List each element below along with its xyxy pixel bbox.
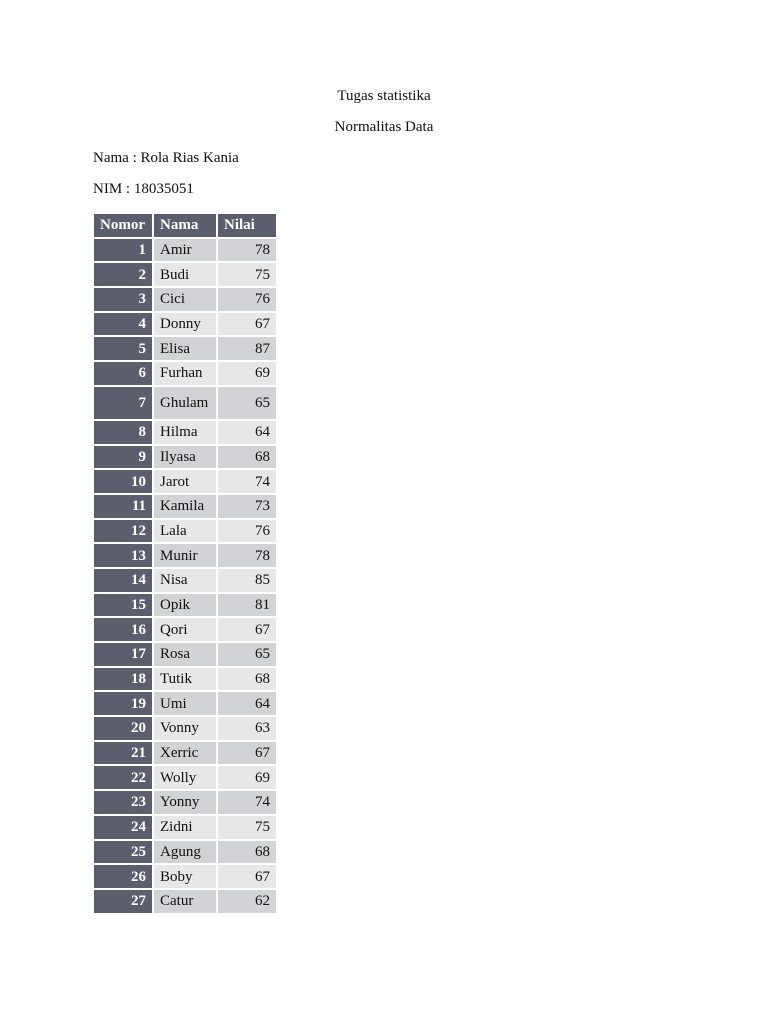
table-row	[94, 421, 276, 444]
row-name-cell	[154, 470, 216, 493]
row-number: 16	[94, 618, 152, 641]
row-value: 67	[218, 313, 276, 336]
row-value: 68	[218, 841, 276, 864]
row-name: Nisa	[160, 572, 188, 589]
row-number: 12	[94, 520, 152, 543]
row-number: 14	[94, 569, 152, 592]
row-value: 76	[218, 288, 276, 311]
row-name-cell	[154, 816, 216, 839]
document-title: Tugas statistika	[337, 88, 431, 104]
row-name-cell	[154, 717, 216, 740]
row-number: 25	[94, 841, 152, 864]
header-nama: Nama	[154, 214, 216, 237]
row-name-cell	[154, 594, 216, 617]
row-name-cell	[154, 263, 216, 286]
row-name-cell	[154, 421, 216, 444]
table-row	[94, 337, 276, 360]
table-row	[94, 569, 276, 592]
row-value: 68	[218, 446, 276, 469]
row-name-cell	[154, 618, 216, 641]
row-name-cell	[154, 865, 216, 888]
row-name-cell	[154, 692, 216, 715]
row-value: 78	[218, 544, 276, 567]
row-number: 19	[94, 692, 152, 715]
row-number: 24	[94, 816, 152, 839]
row-value: 69	[218, 766, 276, 789]
row-value: 74	[218, 791, 276, 814]
row-number: 7	[94, 387, 152, 419]
table-row	[94, 841, 276, 864]
row-number: 26	[94, 865, 152, 888]
row-number: 4	[94, 313, 152, 336]
row-name: Umi	[160, 695, 187, 712]
row-name-cell	[154, 544, 216, 567]
row-name-cell	[154, 766, 216, 789]
row-name: Budi	[160, 266, 190, 283]
row-value: 68	[218, 668, 276, 691]
row-value: 69	[218, 362, 276, 385]
table-row	[94, 263, 276, 286]
row-name: Ghulam	[160, 394, 209, 411]
row-number: 23	[94, 791, 152, 814]
row-name-cell	[154, 288, 216, 311]
row-number: 11	[94, 495, 152, 518]
row-name: Qori	[160, 621, 188, 638]
row-value: 67	[218, 742, 276, 765]
row-number: 3	[94, 288, 152, 311]
row-name: Munir	[160, 547, 198, 564]
row-number: 20	[94, 717, 152, 740]
row-number: 27	[94, 890, 152, 913]
table-row	[94, 890, 276, 913]
row-name: Donny	[160, 316, 201, 333]
row-name: Tutik	[160, 671, 192, 688]
row-name: Furhan	[160, 365, 203, 382]
row-name: Boby	[160, 868, 193, 885]
table-row	[94, 692, 276, 715]
row-value: 65	[218, 643, 276, 666]
table-row	[94, 717, 276, 740]
row-name: Wolly	[160, 769, 197, 786]
row-name-cell	[154, 569, 216, 592]
table-row	[94, 594, 276, 617]
table-row	[94, 865, 276, 888]
row-name-cell	[154, 742, 216, 765]
row-value: 85	[218, 569, 276, 592]
row-number: 17	[94, 643, 152, 666]
row-name-cell	[154, 239, 216, 262]
row-name-cell	[154, 643, 216, 666]
row-value: 87	[218, 337, 276, 360]
row-number: 1	[94, 239, 152, 262]
table-row	[94, 446, 276, 469]
row-name: Agung	[160, 843, 201, 860]
row-value: 75	[218, 263, 276, 286]
student-nim-line: NIM : 18035051	[93, 181, 194, 197]
row-value: 67	[218, 618, 276, 641]
table-row	[94, 668, 276, 691]
row-name-cell	[154, 313, 216, 336]
header-nilai: Nilai	[218, 214, 276, 237]
row-value: 64	[218, 421, 276, 444]
student-name-line: Nama : Rola Rias Kania	[93, 150, 239, 166]
row-name: Opik	[160, 596, 190, 613]
row-name-cell	[154, 791, 216, 814]
row-number: 10	[94, 470, 152, 493]
row-name: Elisa	[160, 340, 190, 357]
row-name-cell	[154, 337, 216, 360]
row-number: 6	[94, 362, 152, 385]
document-subtitle: Normalitas Data	[334, 119, 434, 135]
table-row	[94, 362, 276, 385]
row-value: 64	[218, 692, 276, 715]
table-row	[94, 544, 276, 567]
table-row	[94, 520, 276, 543]
table-row	[94, 387, 276, 419]
row-name: Yonny	[160, 794, 200, 811]
table-row	[94, 313, 276, 336]
row-number: 22	[94, 766, 152, 789]
table-row	[94, 288, 276, 311]
row-number: 18	[94, 668, 152, 691]
row-value: 76	[218, 520, 276, 543]
table-row	[94, 742, 276, 765]
row-value: 65	[218, 387, 276, 419]
row-number: 15	[94, 594, 152, 617]
row-number: 13	[94, 544, 152, 567]
row-name: Ilyasa	[160, 448, 196, 465]
row-value: 63	[218, 717, 276, 740]
row-name: Vonny	[160, 720, 199, 737]
table-row	[94, 618, 276, 641]
table-row	[94, 239, 276, 262]
row-number: 8	[94, 421, 152, 444]
row-name-cell	[154, 841, 216, 864]
row-name: Kamila	[160, 498, 205, 515]
table-row	[94, 791, 276, 814]
table-row	[94, 766, 276, 789]
row-name: Amir	[160, 242, 192, 259]
table-row	[94, 643, 276, 666]
row-number: 21	[94, 742, 152, 765]
table-row	[94, 495, 276, 518]
row-value: 74	[218, 470, 276, 493]
row-name: Lala	[160, 522, 187, 539]
row-name-cell	[154, 495, 216, 518]
row-name-cell	[154, 362, 216, 385]
row-name: Catur	[160, 893, 194, 910]
row-value: 78	[218, 239, 276, 262]
row-name: Jarot	[160, 473, 190, 490]
row-value: 62	[218, 890, 276, 913]
table-row	[94, 470, 276, 493]
table-body	[94, 239, 276, 913]
row-name: Cici	[160, 291, 185, 308]
row-name: Zidni	[160, 819, 193, 836]
row-name-cell	[154, 890, 216, 913]
row-name-cell	[154, 520, 216, 543]
row-number: 5	[94, 337, 152, 360]
row-name: Xerric	[160, 745, 199, 762]
table-row	[94, 816, 276, 839]
row-number: 9	[94, 446, 152, 469]
row-number: 2	[94, 263, 152, 286]
row-value: 73	[218, 495, 276, 518]
row-name-cell	[154, 668, 216, 691]
row-name: Rosa	[160, 646, 190, 663]
scores-table	[92, 212, 278, 915]
table-header-row	[94, 214, 276, 237]
row-value: 75	[218, 816, 276, 839]
row-name: Hilma	[160, 424, 198, 441]
row-value: 81	[218, 594, 276, 617]
row-name-cell	[154, 387, 216, 419]
row-name-cell	[154, 446, 216, 469]
header-nomor: Nomor	[94, 214, 152, 237]
row-value: 67	[218, 865, 276, 888]
